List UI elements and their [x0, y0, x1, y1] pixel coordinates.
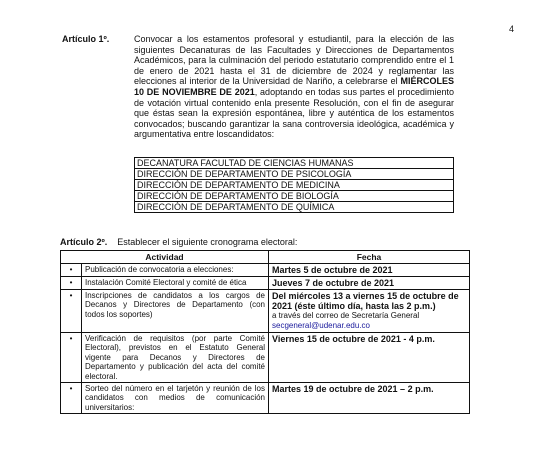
- position-item: DIRECCIÓN DE DEPARTAMENTO DE MEDICINA: [135, 180, 453, 191]
- table-row: [61, 290, 470, 333]
- table-row: [61, 277, 470, 290]
- article-1-text-before: Convocar a los estamentos profesoral y estudiantil, para la elección de las siguientes Decanaturas de las Facultades y Direcciones de Departamentos Académicos, para la culminación del periodo estatutario comprendido entre el 1 de enero de 2021 hasta el 31 de diciembre de 2024 y reglamentar las elecciones al interior de la Universidad de Nariño, a celebrarse el: [134, 34, 454, 87]
- bullet: •: [61, 383, 82, 414]
- position-item: DECANATURA FACULTAD DE CIENCIAS HUMANAS: [135, 158, 453, 169]
- position-item: DIRECCIÓN DE DEPARTAMENTO DE PSICOLOGÍA: [135, 169, 453, 180]
- article-2-heading: [60, 237, 297, 247]
- fecha-text: Del miércoles 13 a viernes 15 de octubre de 2021 (éste último día, hasta las 2 p.m.): [272, 291, 459, 311]
- fecha-cell: Martes 5 de octubre de 2021: [269, 264, 470, 277]
- schedule-table: [60, 250, 470, 414]
- column-header-fecha: Fecha: [269, 251, 470, 264]
- email-link[interactable]: secgeneral@udenar.edu.co: [272, 321, 370, 330]
- bullet: •: [61, 290, 82, 333]
- article-2-text: Establecer el siguiente cronograma electoral:: [117, 237, 298, 247]
- article-2-label: Artículo 2º.: [60, 237, 108, 247]
- bullet: •: [61, 277, 82, 290]
- table-row: [61, 333, 470, 383]
- actividad-cell: Inscripciones de candidatos a los cargos de Decanos y Directores de Departamento (con todos los soportes): [82, 290, 269, 333]
- positions-list: [134, 157, 454, 213]
- position-item: DIRECCIÓN DE DEPARTAMENTO DE BIOLOGÍA: [135, 191, 453, 202]
- table-row: [61, 383, 470, 414]
- article-1-label: Artículo 1º.: [62, 34, 110, 44]
- column-header-actividad: Actividad: [61, 251, 269, 264]
- position-item: DIRECCIÓN DE DEPARTAMENTO DE QUÍMICA: [137, 202, 335, 212]
- actividad-cell: Publicación de convocatoria a elecciones:: [82, 264, 269, 277]
- bullet: •: [61, 264, 82, 277]
- fecha-cell: [269, 290, 470, 333]
- fecha-cell: Viernes 15 de octubre de 2021 - 4 p.m.: [269, 333, 470, 383]
- fecha-cell: Martes 19 de octubre de 2021 – 2 p.m.: [269, 383, 470, 414]
- actividad-cell: Sorteo del número en el tarjetón y reunión de los candidatos con medios de comunicación universitarios:: [82, 383, 269, 414]
- fecha-cell: Jueves 7 de octubre de 2021: [269, 277, 470, 290]
- table-header-row: [61, 251, 470, 264]
- page-number: 4: [509, 24, 515, 34]
- bullet: •: [61, 333, 82, 383]
- election-date: MIÉRCOLES 10 DE NOVIEMBRE DE 2021: [134, 76, 454, 97]
- fecha-sub: a través del correo de Secretaría General: [272, 311, 420, 320]
- article-1-text: [134, 34, 454, 140]
- actividad-cell: Instalación Comité Electoral y comité de ética: [82, 277, 269, 290]
- actividad-cell: Verificación de requisitos (por parte Comité Electoral), previstos en el Estatuto General vigente para Decanos y Directores de Departamento y publicación del acta del comité electoral.: [82, 333, 269, 383]
- table-row: [61, 264, 470, 277]
- article-1-text-after: , adoptando en todas sus partes el procedimiento de votación virtual contenido enla presente Resolución, con el fin de asegurar que éstas sean la expresión espontánea, libre y auténtica de los estamentos convocados; buscando garantizar la sana controversia ideológica, académica y argumentativa entre loscandidatos:: [134, 86, 454, 140]
